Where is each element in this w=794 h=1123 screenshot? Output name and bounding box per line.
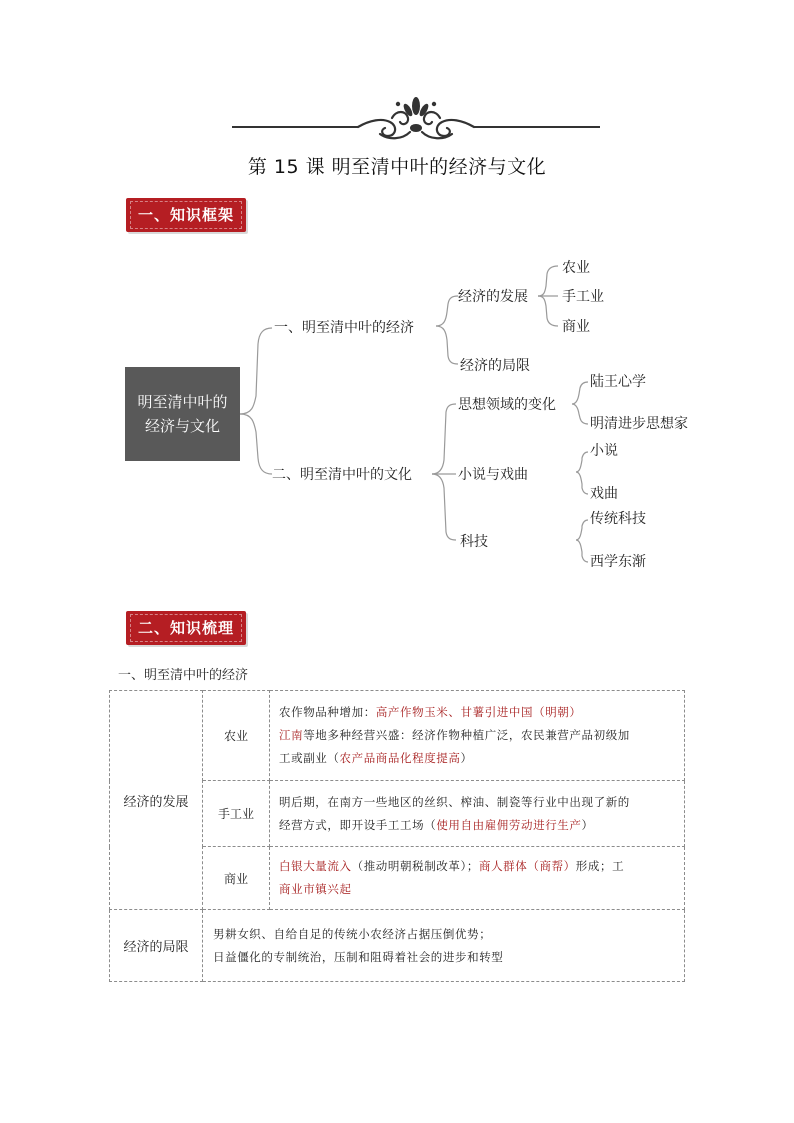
section-banner-framework [126,198,246,232]
node-technology: 科技 [460,534,488,550]
node-novel-opera: 小说与戏曲 [458,467,528,483]
cell-handicraft-label: 手工业 [203,781,270,847]
text-highlight: 农产品商品化程度提高 [339,751,461,765]
cell-agriculture-label: 农业 [203,691,270,781]
cell-agriculture-content [270,691,685,781]
cell-handicraft-content [270,781,685,847]
table-row [110,910,685,982]
leaf-handicraft: 手工业 [562,289,604,305]
text: 等地多种经营兴盛：经济作物种植广泛，农民兼营产品初级加 [303,728,630,742]
cell-commerce-content [270,847,685,910]
banner-label: 一、知识框架 [137,206,234,224]
text: （推动明朝税制改革）； [351,859,479,873]
node-economic-development: 经济的发展 [458,289,528,305]
leaf-opera: 戏曲 [590,486,618,502]
branch-economy: 一、明至清中叶的经济 [274,320,414,336]
root-line-2: 经济与文化 [144,417,220,435]
text: 农作物品种增加： [279,705,376,719]
text: 男耕女织、自给自足的传统小农经济占据压倒优势； [213,926,492,941]
text-highlight: 江南 [279,728,304,742]
lesson-title: 第 15 课 明至清中叶的经济与文化 [247,156,547,178]
text: 日益僵化的专制统治，压制和阻碍着社会的进步和转型 [213,949,504,964]
text: 明后期，在南方一些地区的丝织、榨油、制瓷等行业中出现了新的 [279,794,630,809]
leaf-lu-wang: 陆王心学 [590,374,646,390]
cell-commerce-label: 商业 [203,847,270,910]
cell-development-label: 经济的发展 [110,691,203,910]
text: ） [460,751,473,765]
leaf-commerce: 商业 [562,319,590,335]
text-highlight: 高产作物玉米、甘薯引进中国（明朝） [375,705,582,719]
banner-label: 二、知识梳理 [137,619,234,637]
text: 工或副业（ [279,751,340,765]
title-ornament [230,92,602,142]
economy-table [109,690,685,982]
root-line-1: 明至清中叶的 [137,393,228,411]
text-highlight: 商业市镇兴起 [279,882,352,896]
text: 经营方式，即开设手工工场（ [279,817,437,832]
mindmap-root [125,367,240,461]
text: 形成；工 [575,859,625,873]
leaf-progressive-thinkers: 明清进步思想家 [590,416,688,432]
table-row [110,691,685,781]
leaf-traditional-tech: 传统科技 [590,511,646,527]
node-thought: 思想领域的变化 [458,397,556,413]
leaf-western-learning: 西学东渐 [590,554,646,570]
cell-limitation-label: 经济的局限 [110,910,203,982]
text-highlight: 使用自由雇佣劳动进行生产 [436,817,582,832]
leaf-agriculture: 农业 [562,260,590,276]
node-economic-limits: 经济的局限 [460,358,530,374]
text-highlight: 白银大量流入 [279,859,352,873]
section-banner-review [126,611,246,645]
cell-limitation-content [203,910,685,982]
leaf-novel: 小说 [590,443,618,459]
text: ） [581,817,594,832]
branch-culture: 二、明至清中叶的文化 [272,467,412,483]
mindmap-connectors [0,240,794,580]
section-subtitle: 一、明至清中叶的经济 [118,668,249,683]
text-highlight: 商人群体（商帮） [478,859,576,873]
